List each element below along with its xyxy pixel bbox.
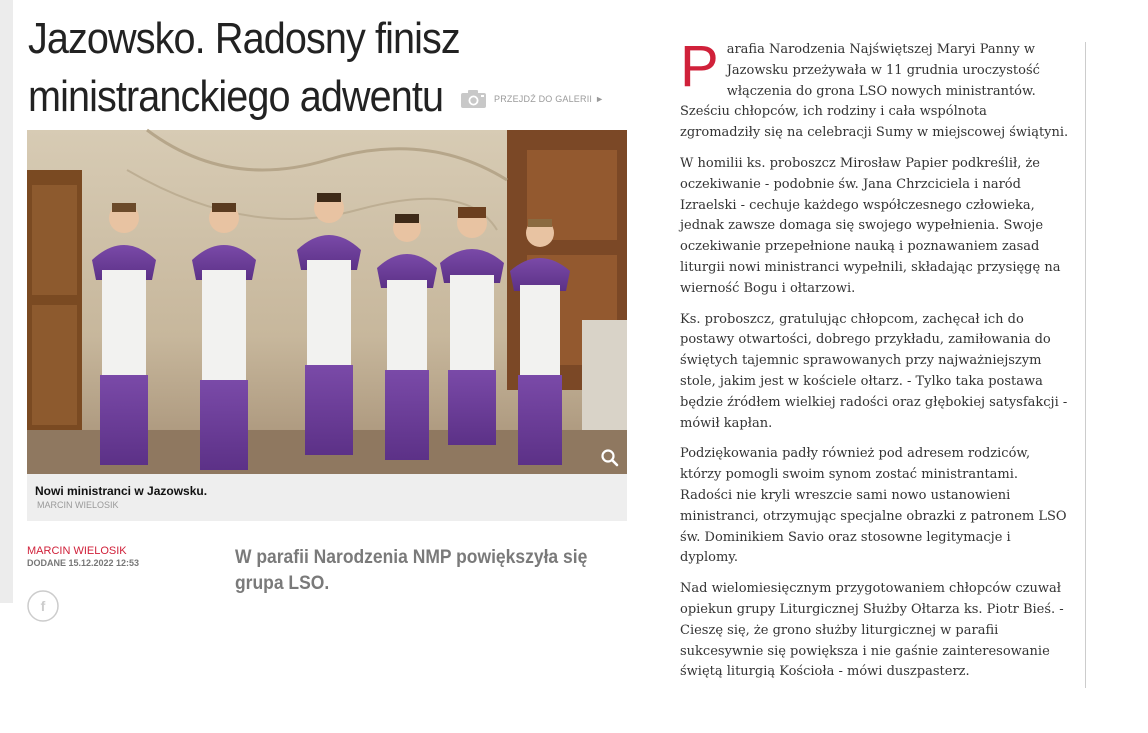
zoom-icon[interactable] [600, 448, 620, 468]
title-line-1: Jazowsko. Radosny finisz [28, 14, 460, 63]
article-paragraph: Nad wielomiesięcznym przygotowaniem chłopców czuwał opiekun grupy Liturgicznej Służby Ołtarza ks. Piotr Bieś. - Cieszę się, że grono służby liturgicznej w parafii sukcesywnie się powiększa i nie gaśnie zainteresowanie świętą liturgią Kościoła - mówi duszpasterz. [680, 581, 1064, 680]
drop-cap: P [680, 34, 719, 99]
article-photo[interactable] [27, 130, 627, 474]
svg-text:f: f [40, 598, 46, 614]
altar-servers-photo [27, 130, 627, 474]
column-divider [1085, 42, 1086, 688]
facebook-icon[interactable] [27, 590, 59, 614]
left-gray-bar [0, 0, 13, 603]
article-paragraph: Ks. proboszcz, gratulując chłopcom, zachęcał ich do postawy otwartości, dobrego przykładu, zamiłowania do świętych tajemnic sprawowanych przy najważniejszym stole, jakim jest w kościele ołtarz. - Tylko taka postawa będzie źródłem wielkiej radości oraz głębokiej satysfakcji - mówił kapłan. [680, 311, 1068, 431]
photo-credit: MARCIN WIELOSIK [37, 500, 119, 510]
gallery-link-label: PRZEJDŹ DO GALERII [494, 93, 593, 104]
article-paragraph: W homilii ks. proboszcz Mirosław Papier podkreślił, że oczekiwanie - podobnie św. Jana Chrzciciela i naród Izraelski - cechuje każdego współczesnego człowieka, jednak zawsze domaga się swojego wypełnienia. Swoje oczekiwanie przepełnione nauką i poznawaniem zasad liturgii nowi ministranci wypełnili, składając przysięgę na wierność Bogu i ołtarzowi. [680, 155, 1061, 296]
camera-icon [460, 88, 487, 109]
paragraph-1-text: arafia Narodzenia Najświętszej Maryi Panny w Jazowsku przeżywała w 11 grudnia uroczystość włączenia do grona LSO nowych ministrantów. Sześciu chłopców, ich rodziny i cała wspólnota zgromadziły się na celebracji Sumy w miejscowej świątyni. [680, 42, 1069, 141]
publish-date: DODANE 15.12.2022 12:53 [27, 558, 140, 568]
photo-caption [27, 474, 627, 521]
gallery-arrow: ► [595, 93, 605, 104]
article-paragraph [680, 34, 1070, 144]
article-paragraph: Podziękowania padły również pod adresem rodziców, którzy pomogli swoim synom zostać ministrantami. Radości nie kryli wreszcie sami nowo ustanowieni ministranci, otrzymując specjalne obrazki z patronem LSO św. Dominikiem Savio oraz stosowne legitymacje i dyplomy. [680, 446, 1067, 566]
caption-text: Nowi ministranci w Jazowsku. [35, 484, 208, 498]
article-body [680, 34, 1070, 693]
article-lead: W parafii Narodzenia NMP powiększyła się grupa LSO. [235, 547, 588, 594]
title-line-2: ministranckiego adwentu [28, 72, 444, 121]
gallery-link[interactable] [460, 88, 604, 109]
author-link[interactable]: MARCIN WIELOSIK [27, 545, 127, 557]
